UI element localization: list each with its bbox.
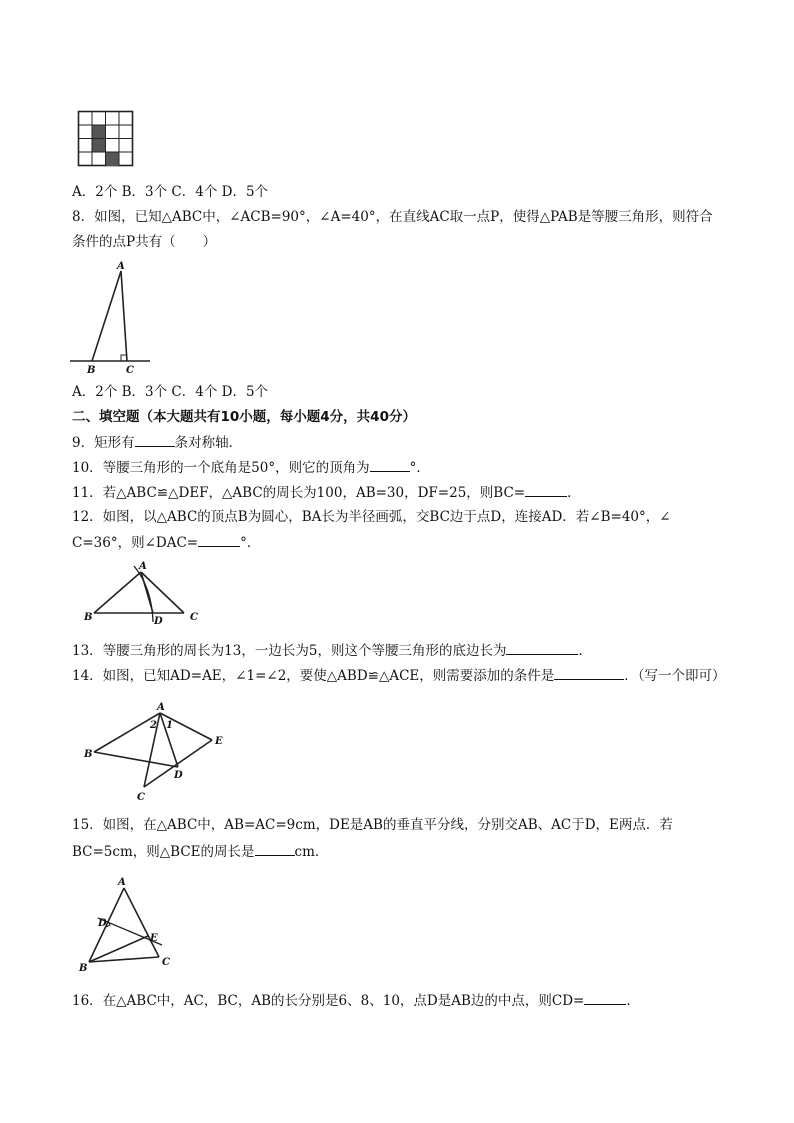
q8-label-c: C [126, 365, 134, 376]
q12-post: °． [240, 535, 261, 551]
q12-label-a: A [139, 561, 147, 572]
q11-text [72, 483, 581, 502]
q15-text-line1: 15．如图，在△ABC中，AB=AC=9cm，DE是AB的垂直平分线，分别交AB、AC于D，E两点．若 [72, 817, 673, 833]
q12-pre: C=36°，则∠DAC= [72, 535, 199, 551]
q16-answer-blank[interactable] [584, 991, 626, 1005]
q14-label-b: B [84, 749, 93, 760]
q14-post: ．（写一个即可） [624, 668, 726, 684]
q12-label-b: B [84, 612, 93, 623]
q7-options: A．2个 B．3个 C．4个 D．5个 [72, 184, 269, 200]
q10-text [72, 458, 430, 477]
q10-pre: 10．等腰三角形的一个底角是50°，则它的顶角为 [72, 460, 370, 476]
q9-text [72, 433, 242, 452]
q14-pre: 14．如图，已知AD=AE，∠1=∠2，要使△ABD≌△ACE，则需要添加的条件是 [72, 668, 555, 684]
q12-label-d: D [154, 616, 163, 627]
q15-label-e: E [150, 933, 158, 944]
q15-pre: BC=5cm，则△BCE的周长是 [72, 844, 255, 860]
q8-label-b: B [87, 365, 96, 376]
q14-label-c: C [137, 792, 145, 803]
q14-answer-blank[interactable] [554, 666, 624, 680]
q12-text-line1: 12．如图，以△ABC的顶点B为圆心，BA长为半径画弧，交BC边于点D，连接AD．若∠B=40°，∠ [72, 509, 671, 525]
q16-pre: 16．在△ABC中，AC，BC，AB的长分别是6、8、10，点D是AB边的中点，则CD= [72, 993, 585, 1009]
q11-pre: 11．若△ABC≌△DEF，△ABC的周长为100，AB=30，DF=25，则BC= [72, 485, 526, 501]
section-heading: 二、填空题（本大题共有10小题，每小题4分，共40分） [72, 409, 416, 425]
q7-shaded-cell [106, 152, 120, 166]
q15-label-d: D [98, 918, 107, 929]
q14-label-two: 2 [150, 720, 157, 731]
q9-answer-blank[interactable] [135, 433, 175, 447]
q7-shaded-cell [92, 139, 106, 153]
q13-pre: 13．等腰三角形的周长为13，一边长为5，则这个等腰三角形的底边长为 [72, 643, 507, 659]
q8-label-a: A [117, 261, 125, 272]
q15-text-line2 [72, 842, 328, 861]
q15-figure [76, 874, 176, 974]
q15-answer-blank[interactable] [255, 842, 295, 856]
q14-figure [82, 704, 232, 804]
q15-label-c: C [162, 957, 170, 968]
q12-text-line2 [72, 533, 260, 552]
q10-post: °． [409, 460, 430, 476]
q13-text [72, 641, 592, 660]
q8-options: A．2个 B．3个 C．4个 D．5个 [72, 384, 269, 400]
q16-post: ． [626, 993, 640, 1009]
q8-figure [70, 258, 152, 376]
q12-answer-blank[interactable] [198, 533, 240, 547]
q14-text [72, 666, 726, 685]
q15-label-b: B [79, 963, 88, 974]
q12-figure [82, 560, 212, 628]
q10-answer-blank[interactable] [370, 458, 410, 472]
q9-post: 条对称轴． [174, 435, 243, 451]
q7-shaded-cell [92, 125, 106, 139]
q13-answer-blank[interactable] [506, 641, 578, 655]
q11-post: ． [567, 485, 581, 501]
q8-text-line1: 8．如图，已知△ABC中，∠ACB=90°，∠A=40°，在直线AC取一点P，使得△PAB是等腰三角形，则符合 [72, 209, 713, 225]
q14-label-a: A [157, 702, 165, 713]
q14-label-d: D [174, 770, 183, 781]
q9-pre: 9．矩形有 [72, 435, 135, 451]
q15-label-a: A [118, 877, 126, 888]
q16-text [72, 991, 640, 1010]
q12-label-c: C [190, 612, 198, 623]
q11-answer-blank[interactable] [525, 483, 567, 497]
q14-label-e: E [215, 736, 223, 747]
q8-text-line2: 条件的点P共有（ ） [72, 234, 217, 250]
q14-label-one: 1 [166, 720, 173, 731]
q7-grid-figure [78, 111, 134, 167]
q15-post: cm． [294, 844, 329, 860]
q13-post: ． [578, 643, 592, 659]
